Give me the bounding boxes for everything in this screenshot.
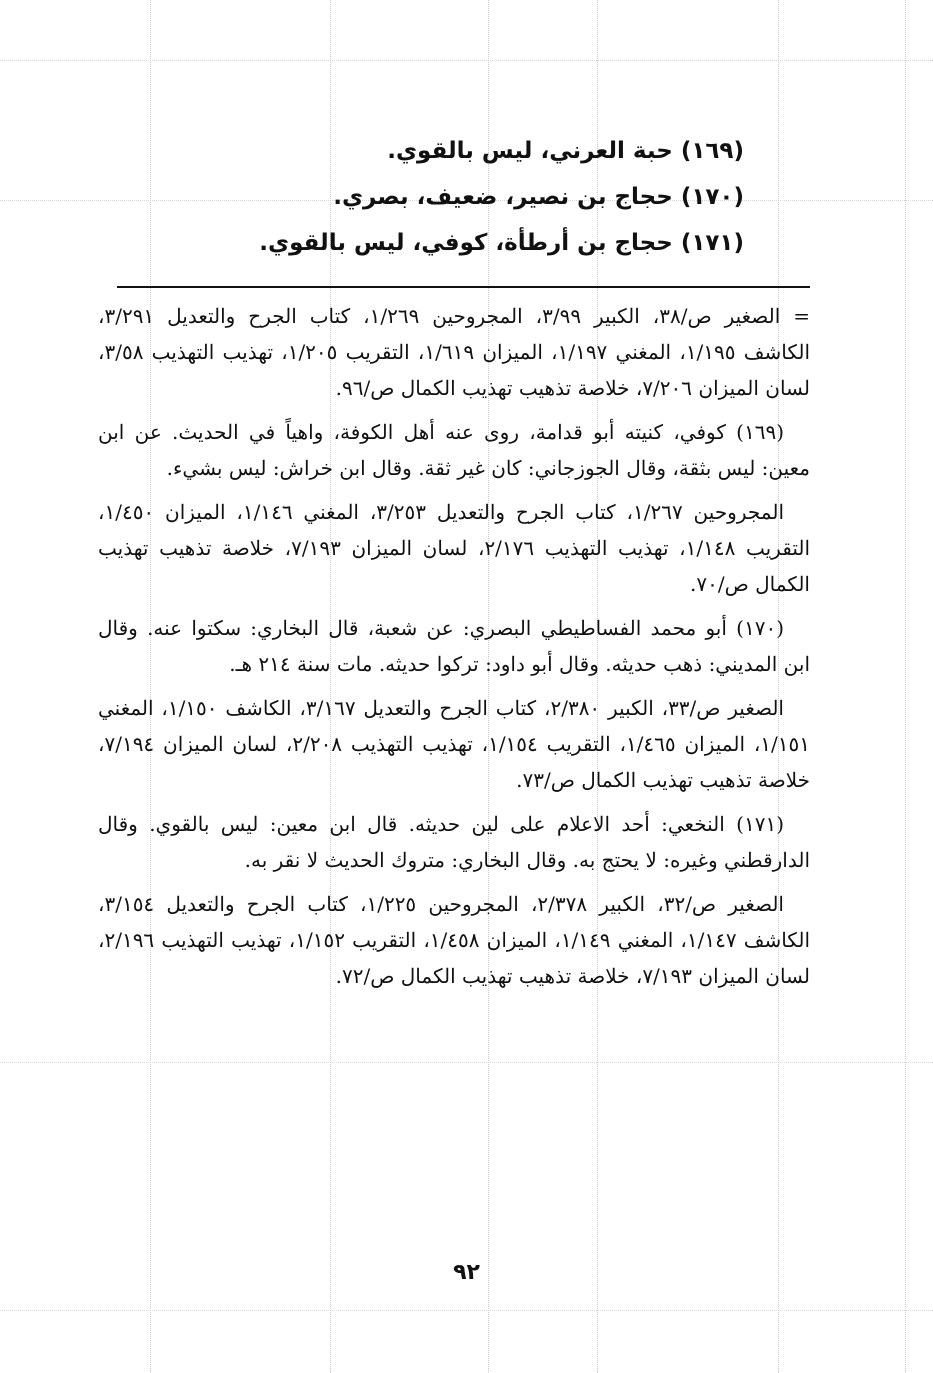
entry-171: (١٧١) حجاج بن أرطأة، كوفي، ليس بالقوي. xyxy=(259,230,744,256)
footnote-170-refs: الصغير ص/٣٣، الكبير ٢/٣٨٠، كتاب الجرح والتعديل ٣/١٦٧، الكاشف ١/١٥٠، المغني ١/١٥١، الميزان ١/٤٦٥، التقريب ١/١٥٤، تهذيب التهذيب ٢/٢٠٨، لسان الميزان ٧/١٩٤، خلاصة تذهيب تهذيب الكمال ص/٧٣. xyxy=(98,696,810,792)
footnote-171-refs: الصغير ص/٣٢، الكبير ٢/٣٧٨، المجروحين ١/٢٢٥، كتاب الجرح والتعديل ٣/١٥٤، الكاشف ١/١٤٧، المغني ١/١٤٩، الميزان ١/٤٥٨، التقريب ١/١٥٢، تهذيب التهذيب ٢/١٩٦، لسان الميزان ٧/١٩٣، خلاصة تذهيب تهذيب الكمال ص/٧٢. xyxy=(98,892,811,988)
page-number: ٩٢ xyxy=(453,1260,480,1285)
guide-line xyxy=(0,1062,933,1063)
entry-169: (١٦٩) حبة العرني، ليس بالقوي. xyxy=(387,138,744,164)
footnote-divider xyxy=(117,286,810,288)
document-page xyxy=(98,128,810,1002)
entry-170: (١٧٠) حجاج بن نصير، ضعيف، بصري. xyxy=(333,184,744,210)
guide-line xyxy=(0,60,933,61)
footnote-continuation: = الصغير ص/٣٨، الكبير ٣/٩٩، المجروحين ١/٢٦٩، كتاب الجرح والتعديل ٣/٢٩١، الكاشف ١/١٩٥، المغني ١/١٩٧، الميزان ١/٦١٩، التقريب ١/٢٠٥، تهذيب التهذيب ٣/٥٨، لسان الميزان ٧/٢٠٦، خلاصة تذهيب تهذيب الكمال ص/٩٦. xyxy=(98,304,811,400)
footnote-169-refs: المجروحين ١/٢٦٧، كتاب الجرح والتعديل ٣/٢٥٣، المغني ١/١٤٦، الميزان ١/٤٥٠، التقريب ١/١٤٨، تهذيب التهذيب ٢/١٧٦، لسان الميزان ٧/١٩٣، خلاصة تذهيب تهذيب الكمال ص/٧٠. xyxy=(98,500,811,596)
guide-line xyxy=(0,1310,933,1311)
footnote-169-bio: (١٦٩) كوفي، كنيته أبو قدامة، روى عنه أهل الكوفة، واهياً في الحديث. عن ابن معين: ليس بثقة، وقال الجوزجاني: كان غير ثقة. وقال ابن خراش: ليس بشيء. xyxy=(98,420,810,480)
main-entries xyxy=(98,128,810,266)
footnote-171-bio: (١٧١) النخعي: أحد الاعلام على لين حديثه. قال ابن معين: ليس بالقوي. وقال الدارقطني وغيره: لا يحتج به. وقال البخاري: متروك الحديث لا نقر به. xyxy=(98,812,810,872)
guide-line xyxy=(905,0,906,1373)
footnotes xyxy=(98,298,810,994)
footnote-170-bio: (١٧٠) أبو محمد الفساطيطي البصري: عن شعبة، قال البخاري: سكتوا عنه. وقال ابن المديني: ذهب حديثه. وقال أبو داود: تركوا حديثه. مات سنة ٢١٤ هـ. xyxy=(98,616,810,676)
